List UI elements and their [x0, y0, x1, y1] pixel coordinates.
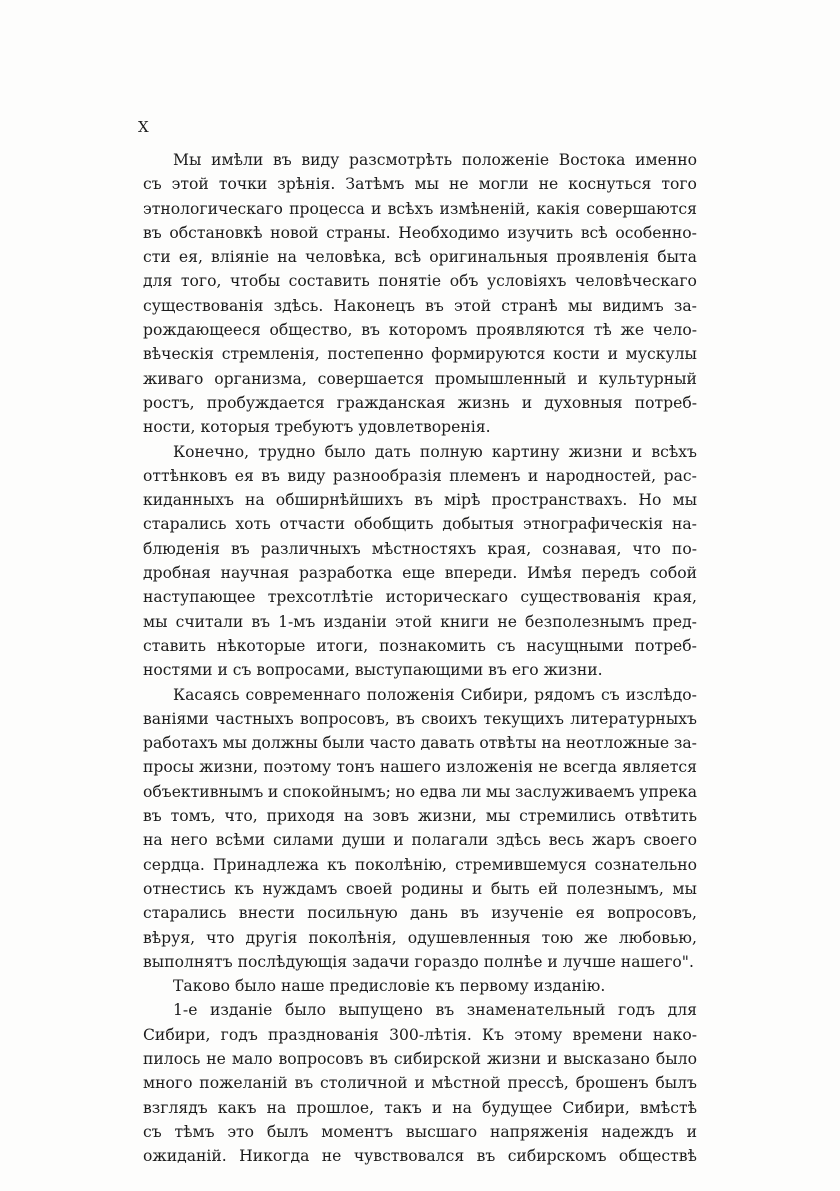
text-line: отнестись къ нуждамъ своей родины и быть ей полезнымъ, мы — [143, 879, 697, 898]
text-line: объективнымъ и спокойнымъ; но едва ли мы заслуживаемъ упрека — [143, 782, 697, 801]
body-text — [143, 148, 697, 1168]
text-line: наступающее трехсотлѣтіе историческаго существованія края, — [143, 588, 697, 607]
text-line: рождающееся общество, въ которомъ проявляются тѣ же чело- — [143, 321, 697, 340]
text-line: Касаясь современнаго положенія Сибири, рядомъ съ изслѣдо- — [173, 685, 697, 704]
text-line: старались хоть отчасти обобщить добытыя этнографическія на- — [143, 515, 697, 534]
text-line: работахъ мы должны были часто давать отвѣты на неотложные за- — [143, 734, 697, 753]
text-line: Мы имѣли въ виду разсмотрѣть положеніе Востока именно — [173, 151, 697, 169]
text-line: Таково было наше предисловіе къ первому изданію. — [173, 977, 606, 996]
text-line: на него всѣми силами души и полагали здѣсь весь жаръ своего — [143, 831, 697, 850]
text-line: пилось не мало вопросовъ въ сибирской жизни и высказано было — [143, 1049, 697, 1068]
text-line: взглядъ какъ на прошлое, такъ и на будущее Сибири, вмѣстѣ — [143, 1098, 697, 1117]
text-line: ваніями частныхъ вопросовъ, въ своихъ текущихъ литературныхъ — [143, 709, 697, 728]
text-line: живаго организма, совершается промышленный и культурный — [143, 369, 697, 388]
text-line: съ тѣмъ это былъ моментъ высшаго напряженія надеждъ и — [143, 1122, 697, 1141]
text-line: мы считали въ 1-мъ изданіи этой книги не безполезнымъ пред- — [143, 612, 697, 631]
text-line: вѣруя, что другія поколѣнія, одушевленныя тою же любовью, — [143, 928, 697, 947]
text-line: существованія здѣсь. Наконецъ въ этой странѣ мы видимъ за- — [143, 296, 697, 315]
text-line: выполнятъ послѣдующія задачи гораздо полнѣе и лучше нашего". — [143, 952, 694, 971]
text-line: Сибири, годъ празднованія 300-лѣтія. Къ этому времени нако- — [143, 1025, 697, 1044]
text-line: Конечно, трудно было дать полную картину жизни и всѣхъ — [173, 442, 697, 461]
text-line: ностями и съ вопросами, выступающими въ его жизни. — [143, 661, 603, 680]
text-line: дробная научная разработка еще впереди. Имѣя передъ собой — [143, 564, 697, 583]
text-line: съ этой точки зрѣнія. Затѣмъ мы не могли не коснуться того — [143, 175, 697, 194]
text-line: въ обстановкѣ новой страны. Необходимо изучить всѣ особенно- — [143, 223, 697, 242]
text-line: ожиданій. Никогда не чувствовался въ сибирскомъ обществѣ — [143, 1147, 697, 1166]
text-line: сердца. Принадлежа къ поколѣнію, стремившемуся сознательно — [143, 855, 697, 874]
text-line: киданныхъ на обширнѣйшихъ въ мірѣ пространствахъ. Но мы — [143, 491, 697, 510]
text-line: сти ея, вліяніе на человѣка, всѣ оригинальныя проявленія быта — [143, 248, 697, 267]
page-number: X — [138, 118, 150, 136]
text-line: вѣческія стремленія, постепенно формируются кости и мускулы — [143, 345, 697, 364]
text-line: ростъ, пробуждается гражданская жизнь и духовныя потреб- — [143, 393, 697, 412]
text-line: 1-е изданіе было выпущено въ знаменательный годъ для — [173, 1001, 697, 1020]
text-line: ности, которыя требуютъ удовлетворенія. — [143, 418, 491, 437]
text-line: просы жизни, поэтому тонъ нашего изложенія не всегда является — [143, 758, 697, 777]
text-line: въ томъ, что, приходя на зовъ жизни, мы стремились отвѣтить — [143, 807, 697, 826]
text-line: много пожеланій въ столичной и мѣстной прессѣ, брошенъ былъ — [143, 1074, 697, 1093]
text-line: оттѣнковъ ея въ виду разнообразія племенъ и народностей, рас- — [143, 466, 697, 485]
text-line: старались внести посильную дань въ изученіе ея вопросовъ, — [143, 904, 697, 923]
text-line: этнологическаго процесса и всѣхъ измѣненій, какія совершаются — [143, 199, 697, 218]
text-line: для того, чтобы составить понятіе объ условіяхъ человѣческаго — [143, 272, 697, 291]
text-line: ставить нѣкоторые итоги, познакомить съ насущными потреб- — [143, 636, 697, 655]
text-line: блюденія въ различныхъ мѣстностяхъ края, сознавая, что по- — [143, 539, 697, 558]
